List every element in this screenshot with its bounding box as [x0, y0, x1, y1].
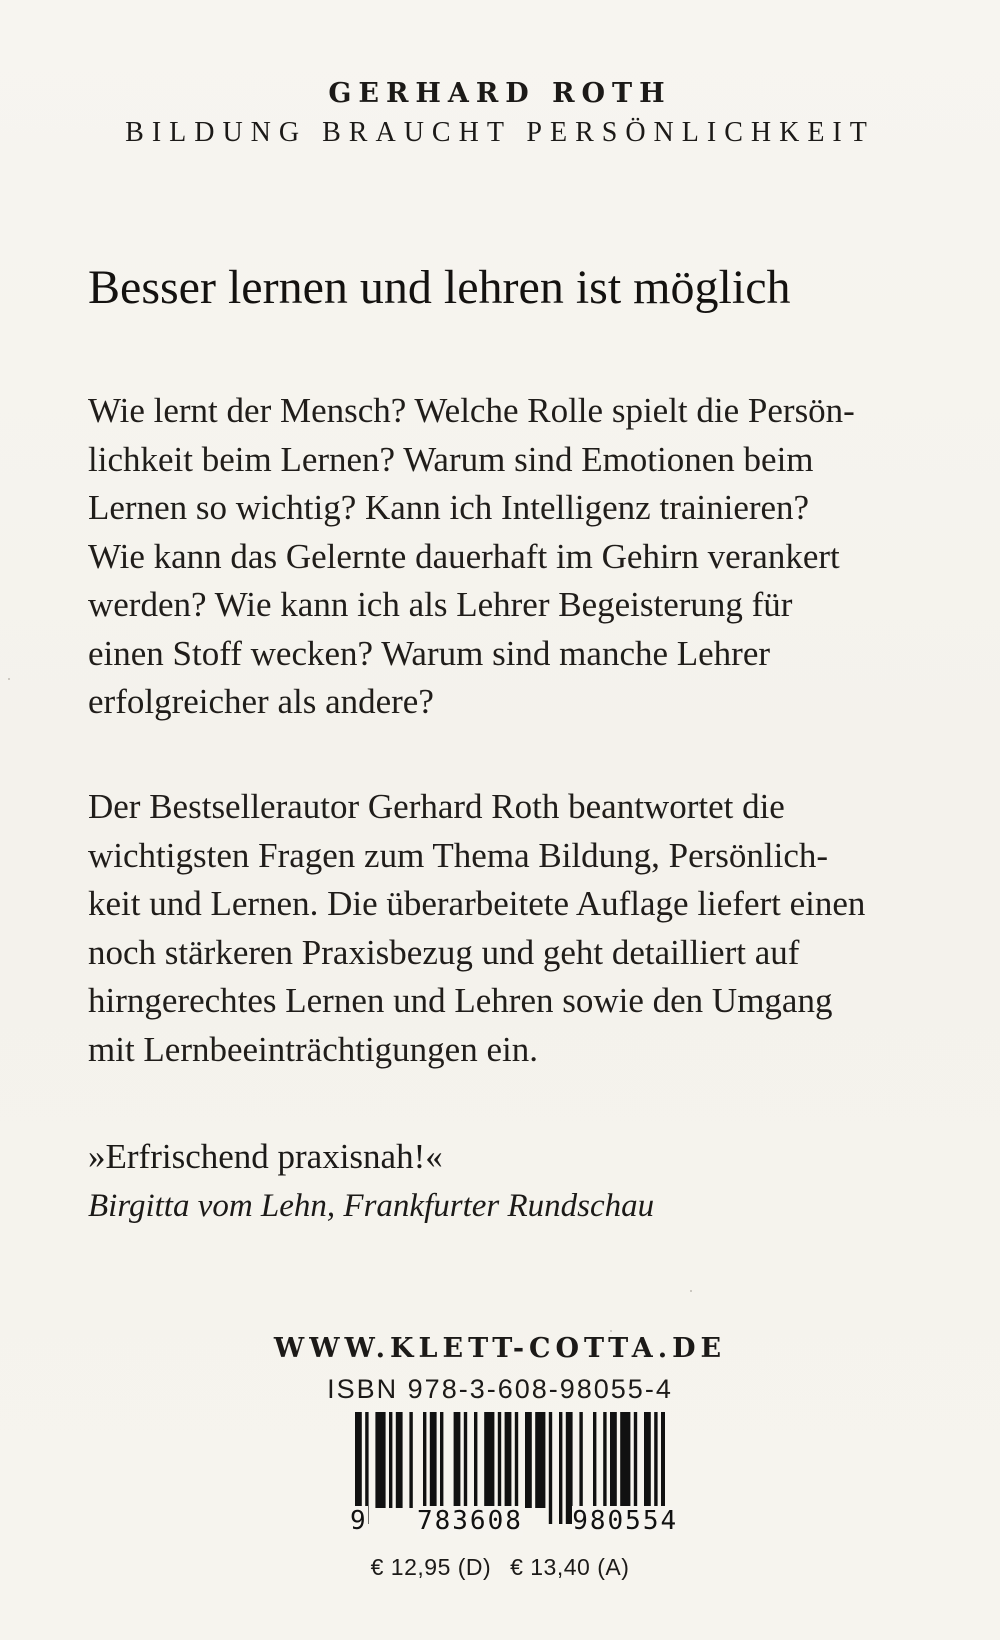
blurb-line: lichkeit beim Lernen? Warum sind Emotionen beim	[88, 439, 814, 479]
blurb-line: Wie kann das Gelernte dauerhaft im Gehirn verankert	[88, 536, 840, 576]
review-quote-source: Birgitta vom Lehn, Frankfurter Rundschau	[88, 1188, 655, 1224]
price-line	[250, 1554, 750, 1581]
barcode-bar	[474, 1412, 477, 1508]
price-austria: € 13,40 (A)	[510, 1554, 630, 1580]
publisher-website: WWW.KLETT-COTTA.DE	[273, 1333, 727, 1364]
barcode-bar	[593, 1412, 596, 1508]
barcode-bar	[620, 1412, 630, 1508]
barcode-bar	[525, 1412, 532, 1508]
barcode-digit-group-right: 980554	[572, 1506, 679, 1536]
barcode-bar	[610, 1412, 617, 1508]
barcode-bar	[579, 1412, 582, 1508]
review-quote: »Erfrischend praxisnah!«	[88, 1137, 443, 1176]
barcode-bar	[423, 1412, 426, 1508]
author-name: GERHARD ROTH	[328, 78, 672, 109]
barcode-bar	[634, 1412, 637, 1508]
barcode-bar	[454, 1412, 461, 1508]
book-title: BILDUNG BRAUCHT PERSÖNLICHKEIT	[125, 117, 875, 148]
barcode-bar	[396, 1412, 403, 1508]
paper-speck	[610, 1330, 612, 1332]
price-germany: € 12,95 (D)	[370, 1554, 492, 1580]
blurb-paragraph-questions	[88, 387, 948, 727]
barcode-bar	[389, 1412, 392, 1508]
barcode-bar	[440, 1412, 443, 1508]
barcode-bar	[498, 1412, 501, 1508]
barcode-bar	[515, 1412, 518, 1508]
blurb-paragraph-description	[88, 783, 948, 1074]
blurb-line: Der Bestsellerautor Gerhard Roth beantwortet die	[88, 787, 785, 826]
barcode-digits	[350, 1506, 679, 1536]
barcode-bar	[535, 1412, 545, 1508]
barcode-bar	[484, 1412, 494, 1508]
barcode-bar	[505, 1412, 512, 1508]
paper-speck	[8, 678, 10, 680]
blurb-line: werden? Wie kann ich als Lehrer Begeisterung für	[88, 585, 793, 624]
barcode-bar	[409, 1412, 412, 1508]
barcode-bar	[430, 1412, 437, 1508]
blurb-line: wichtigsten Fragen zum Thema Bildung, Persönlich-	[88, 835, 829, 875]
blurb-line: einen Stoff wecken? Warum sind manche Lehrer	[88, 633, 771, 673]
barcode-bar	[654, 1412, 657, 1508]
barcode-bar	[375, 1412, 385, 1508]
blurb-line: Wie lernt der Mensch? Welche Rolle spielt die Persön-	[88, 391, 855, 430]
paper-speck	[690, 1290, 692, 1292]
blurb-line: noch stärkeren Praxisbezug und geht detailliert auf	[88, 932, 800, 972]
isbn-number: ISBN 978-3-608-98055-4	[327, 1374, 673, 1404]
blurb-line: mit Lernbeeinträchtigungen ein.	[88, 1029, 538, 1069]
blurb-line: erfolgreicher als andere?	[88, 682, 434, 721]
barcode-bar	[464, 1412, 467, 1508]
barcode-bar	[644, 1412, 651, 1508]
blurb-line: Lernen so wichtig? Kann ich Intelligenz trainieren?	[88, 488, 810, 527]
barcode-digit-group-left: 783608	[416, 1506, 523, 1536]
barcode-first-digit: 9	[350, 1506, 368, 1536]
barcode-bar	[661, 1412, 665, 1508]
blurb-line: keit und Lernen. Die überarbeitete Auflage liefert einen	[88, 884, 866, 923]
blurb-line: hirngerechtes Lernen und Lehren sowie den Umgang	[88, 981, 833, 1020]
headline: Besser lernen und lehren ist möglich	[88, 261, 791, 314]
barcode-bar	[603, 1412, 606, 1508]
